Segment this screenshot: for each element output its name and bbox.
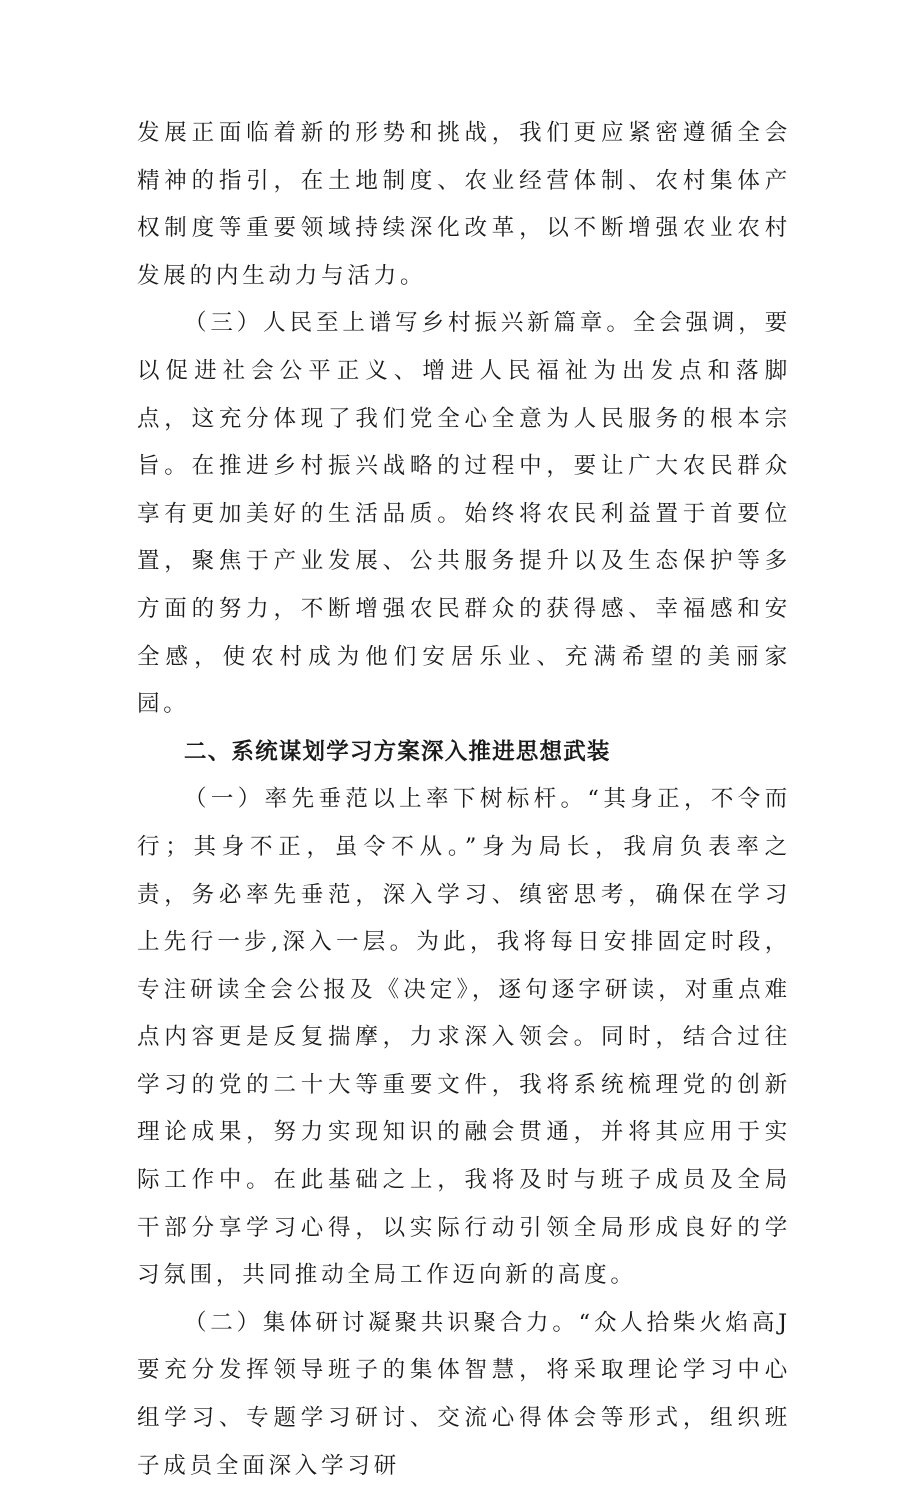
paragraph-continuation: 发展正面临着新的形势和挑战，我们更应紧密遵循全会精神的指引，在土地制度、农业经营体制、农村集体产权制度等重要领域持续深化改革，以不断增强农业农村发展的内生动力与活力。: [137, 120, 791, 289]
paragraph-section-3: （三）人民至上谱写乡村振兴新篇章。全会强调，要以促进社会公平正义、增进人民福祉为出发点和落脚点，这充分体现了我们党全心全意为人民服务的根本宗旨。在推进乡村振兴战略的过程中，要让广大农民群众享有更加美好的生活品质。始终将农民利益置于首要位置，聚焦于产业发展、公共服务提升以及生态保护等多方面的努力，不断增强农民群众的获得感、幸福感和安全感，使农村成为他们安居乐业、充满希望的美丽家园。: [137, 310, 791, 718]
paragraph-subsection-2: （二）集体研讨凝聚共识聚合力。“众人拾柴火焰高J要充分发挥领导班子的集体智慧，将采取理论学习中心组学习、专题学习研讨、交流心得体会等形式，组织班子成员全面深入学习研: [137, 1309, 791, 1479]
section-heading-2: 二、系统谋划学习方案深入推进思想武装: [184, 738, 611, 765]
document-page: [137, 110, 791, 1490]
paragraph-subsection-1: （一）率先垂范以上率下树标杆。“其身正，不令而行；其身不正，虽令不从。”身为局长，我肩负表率之责，务必率先垂范，深入学习、缜密思考，确保在学习上先行一步,深入一层。为此，我将每日安排固定时段，专注研读全会公报及《决定》，逐句逐字研读，对重点难点内容更是反复揣摩，力求深入领会。同时，结合过往学习的党的二十大等重要文件，我将系统梳理党的创新理论成果，努力实现知识的融会贯通，并将其应用于实际工作中。在此基础之上，我将及时与班子成员及全局干部分享学习心得，以实际行动引领全局形成良好的学习氛围，共同推动全局工作迈向新的高度。: [137, 786, 791, 1289]
